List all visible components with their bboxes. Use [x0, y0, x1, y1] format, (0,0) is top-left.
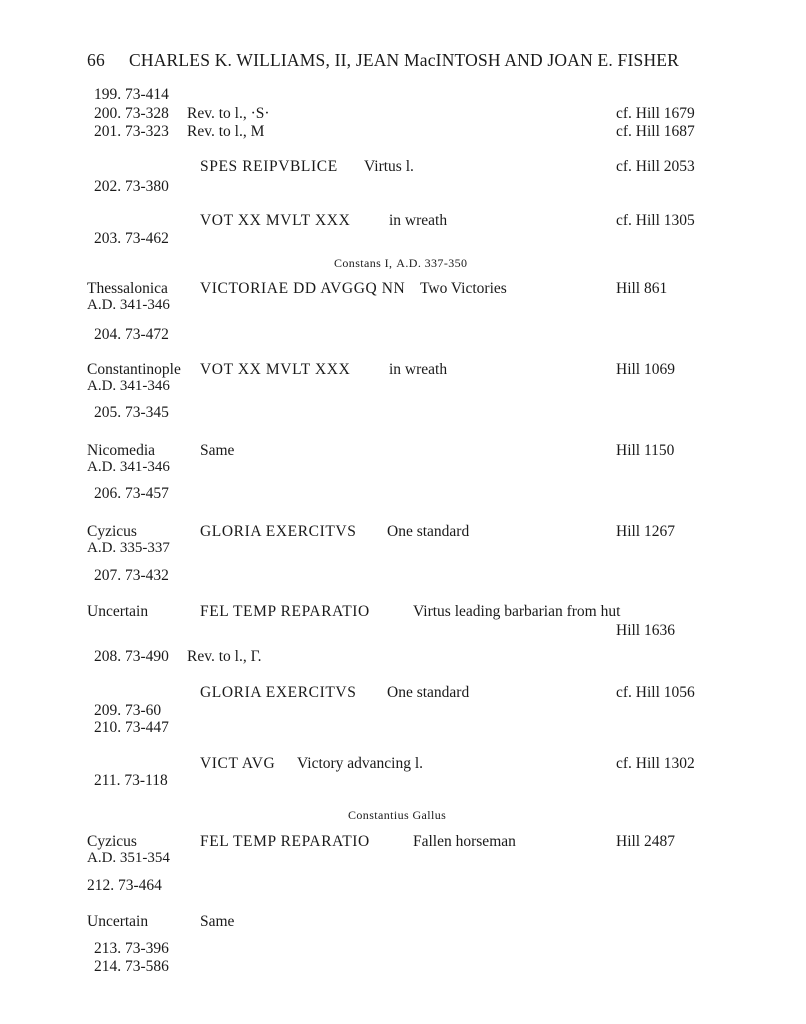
coin-legend: GLORIA EXERCITVS	[200, 684, 357, 701]
catalog-entry: 208. 73-490	[94, 648, 169, 665]
coin-description: Two Victories	[420, 280, 507, 297]
coin-legend: GLORIA EXERCITVS	[200, 523, 357, 540]
reference: Hill 1069	[616, 361, 675, 378]
coin-description: Fallen horseman	[413, 833, 516, 850]
reference: Hill 1636	[616, 622, 675, 639]
reference: cf. Hill 1056	[616, 684, 695, 701]
coin-legend: VOT XX MVLT XXX	[200, 212, 351, 229]
coin-legend: FEL TEMP REPARATIO	[200, 603, 370, 620]
reverse-note: Rev. to l., ·S·	[187, 105, 270, 122]
coin-legend: VICTORIAE DD AVGGQ NN	[200, 280, 406, 297]
reign-dates: A.D. 337-350	[396, 256, 468, 270]
section-heading: Constantius Gallus	[348, 808, 447, 822]
emperor-name: Constans I,	[334, 256, 393, 270]
catalog-entry: 214. 73-586	[94, 958, 169, 975]
catalog-entry: 202. 73-380	[94, 178, 169, 195]
mint-date: A.D. 335-337	[87, 540, 170, 556]
catalog-entry: 207. 73-432	[94, 567, 169, 584]
coin-legend: SPES REIPVBLICE	[200, 158, 338, 175]
coin-legend: VICT AVG	[200, 755, 276, 772]
reference: cf. Hill 1302	[616, 755, 695, 772]
catalog-entry: 212. 73-464	[87, 877, 162, 894]
mint-date: A.D. 341-346	[87, 378, 170, 394]
mint-name: Uncertain	[87, 913, 149, 930]
coin-description: Virtus leading barbarian from hut	[413, 603, 621, 620]
reverse-note: Rev. to l., Γ.	[187, 648, 262, 665]
mint-name: Thessalonica	[87, 280, 168, 297]
catalog-entry: 201. 73-323	[94, 123, 169, 140]
reference: Hill 861	[616, 280, 668, 297]
reference: cf. Hill 1687	[616, 123, 695, 140]
mint-date: A.D. 351-354	[87, 850, 170, 866]
catalog-entry: 205. 73-345	[94, 404, 169, 421]
section-heading	[334, 255, 467, 271]
mint-name: Nicomedia	[87, 442, 156, 459]
coin-description: Same	[200, 442, 235, 459]
coin-legend: FEL TEMP REPARATIO	[200, 833, 370, 850]
catalog-entry: 200. 73-328	[94, 105, 169, 122]
catalog-entry: 204. 73-472	[94, 326, 169, 343]
coin-description: Same	[200, 913, 235, 930]
mint-date: A.D. 341-346	[87, 297, 170, 313]
catalog-entry: 210. 73-447	[94, 719, 169, 736]
coin-description: Virtus l.	[364, 158, 414, 175]
reference: cf. Hill 1305	[616, 212, 695, 229]
reference: Hill 2487	[616, 833, 675, 850]
reference: cf. Hill 2053	[616, 158, 695, 175]
catalog-entry: 209. 73-60	[94, 702, 162, 719]
catalog-entry: 203. 73-462	[94, 230, 169, 247]
coin-legend: VOT XX MVLT XXX	[200, 361, 351, 378]
running-header: CHARLES K. WILLIAMS, II, JEAN MacINTOSH AND JOAN E. FISHER	[129, 50, 680, 70]
catalog-entry: 211. 73-118	[94, 772, 168, 789]
mint-name: Uncertain	[87, 603, 149, 620]
page-number: 66	[87, 50, 105, 70]
coin-description: One standard	[387, 684, 470, 701]
catalog-entry: 213. 73-396	[94, 940, 169, 957]
coin-description: in wreath	[389, 361, 448, 378]
catalog-entry: 199. 73-414	[94, 86, 169, 103]
coin-description: in wreath	[389, 212, 448, 229]
mint-name: Constantinople	[87, 361, 181, 378]
mint-name: Cyzicus	[87, 523, 137, 540]
reference: Hill 1267	[616, 523, 675, 540]
coin-description: One standard	[387, 523, 470, 540]
reference: cf. Hill 1679	[616, 105, 695, 122]
mint-date: A.D. 341-346	[87, 459, 170, 475]
coin-description: Victory advancing l.	[297, 755, 424, 772]
catalog-entry: 206. 73-457	[94, 485, 169, 502]
reverse-note: Rev. to l., M	[187, 123, 265, 140]
mint-name: Cyzicus	[87, 833, 137, 850]
reference: Hill 1150	[616, 442, 675, 459]
